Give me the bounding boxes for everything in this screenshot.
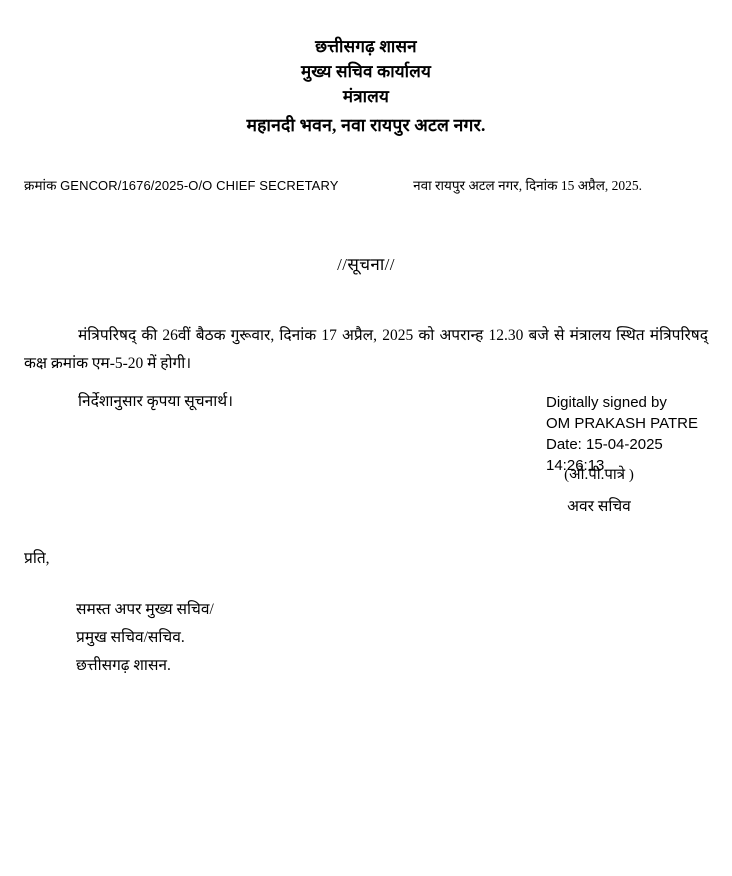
reference-number-prefix: क्रमांक	[24, 178, 61, 193]
body-paragraph-1: मंत्रिपरिषद् की 26वीं बैठक गुरूवार, दिनांक 17 अप्रैल, 2025 को अपरान्ह 12.30 बजे से मंत्रालय स्थित मंत्रिपरिषद् कक्ष क्रमांक एम-5-20 में होगी।	[24, 327, 708, 372]
signatory-designation: अवर सचिव	[567, 498, 631, 515]
reference-number-value: GENCOR/1676/2025-O/O CHIEF SECRETARY	[60, 178, 339, 193]
header-line-department: मंत्रालय	[342, 87, 390, 106]
dsc-line-date: Date: 15-04-2025	[546, 436, 663, 453]
document-subject: //सूचना//	[337, 255, 395, 274]
dsc-line-name: OM PRAKASH PATRE	[546, 415, 698, 432]
header-line-address: महानदी भवन, नवा रायपुर अटल नगर.	[246, 115, 486, 135]
header-line-government: छत्तीसगढ़ शासन	[315, 37, 417, 56]
place-and-date: नवा रायपुर अटल नगर, दिनांक 15 अप्रैल, 2025.	[413, 178, 642, 193]
body-paragraph-2: निर्देशानुसार कृपया सूचनार्थ।	[78, 393, 234, 410]
header-line-office: मुख्य सचिव कार्यालय	[300, 62, 432, 81]
signatory-name: (ओ.पी.पात्रे )	[564, 467, 634, 483]
digital-signature-stamp	[546, 392, 732, 476]
dsc-line-signed-by: Digitally signed by	[546, 394, 667, 411]
recipients-list	[76, 596, 214, 680]
reference-number	[24, 176, 338, 194]
dsc-line-time: 14:26:13	[546, 457, 605, 474]
reference-row	[0, 176, 732, 194]
letterhead	[0, 0, 732, 138]
recipient-item: प्रमुख सचिव/सचिव.	[76, 629, 185, 646]
recipients-label: प्रति,	[24, 550, 50, 567]
recipient-item: समस्त अपर मुख्य सचिव/	[76, 601, 214, 618]
recipient-item: छत्तीसगढ़ शासन.	[76, 657, 171, 674]
